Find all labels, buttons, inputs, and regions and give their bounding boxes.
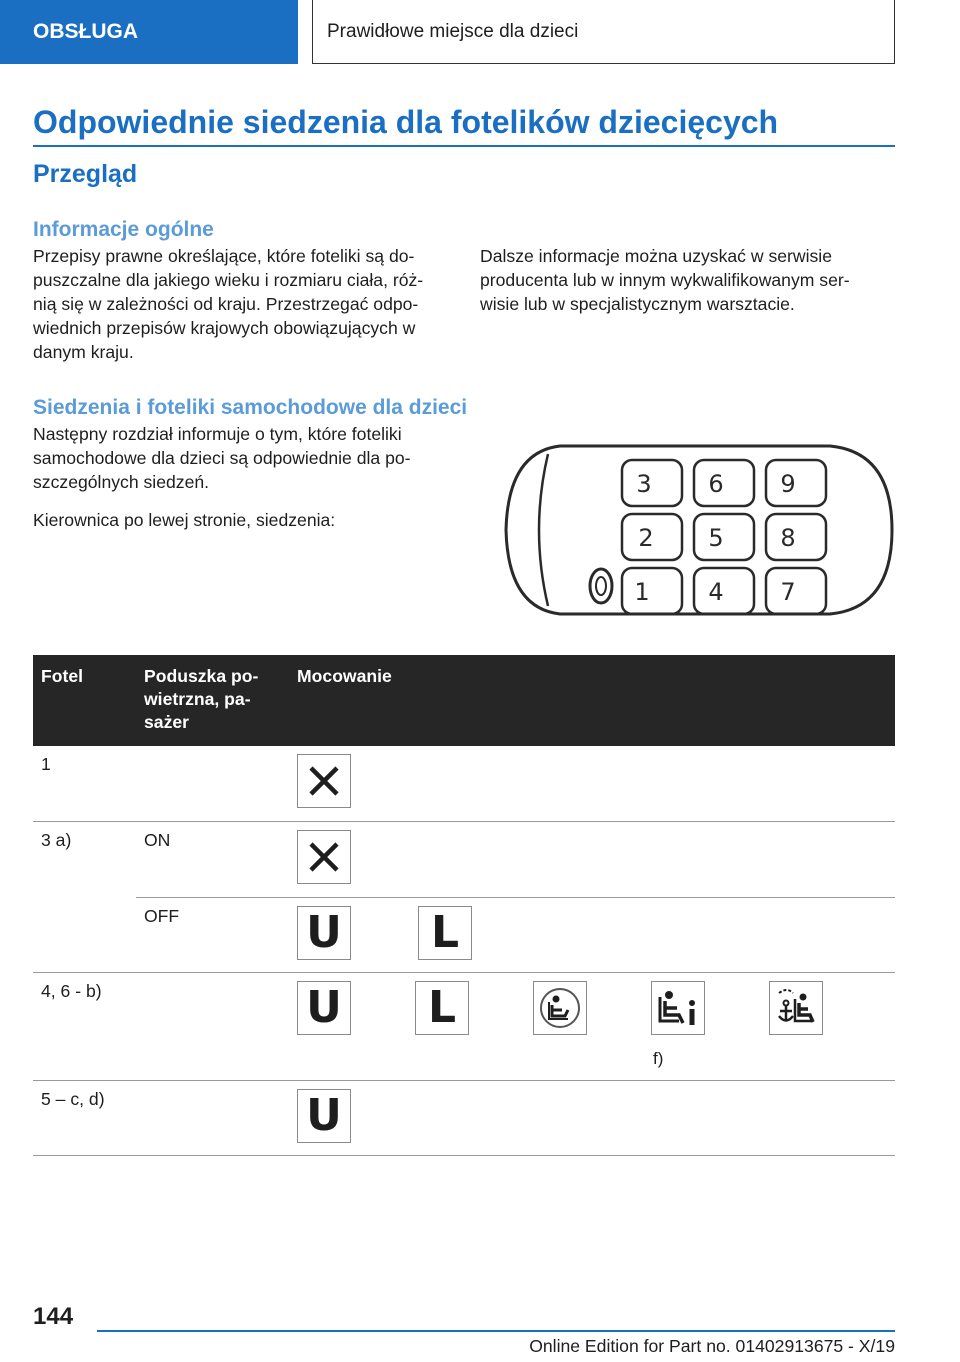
text-line: danym kraju. xyxy=(33,342,134,362)
universal-u-icon xyxy=(297,1089,351,1143)
icon-letter: U xyxy=(306,981,342,1033)
overview-heading: Przegląd xyxy=(33,160,138,188)
seat-box xyxy=(694,514,754,560)
section-label: OBSŁUGA xyxy=(33,20,138,43)
universal-u-icon xyxy=(297,906,351,960)
universal-u-icon xyxy=(297,981,351,1035)
footnote-marker: f) xyxy=(653,1048,664,1068)
mounting-cell xyxy=(289,821,895,897)
text-line: szczególnych siedzeń. xyxy=(33,472,210,492)
text-line: samochodowe dla dzieci są odpowiednie dla po- xyxy=(33,448,411,468)
col-header-seat: Fotel xyxy=(33,655,136,746)
seat-layout-diagram xyxy=(500,440,895,620)
seat-cell: 4, 6 - b) xyxy=(33,972,136,1080)
table-row xyxy=(33,1080,895,1155)
seat-box xyxy=(766,514,826,560)
seat-cell: 3 a) xyxy=(41,829,72,850)
col-header-mounting: Mocowanie xyxy=(289,655,895,746)
semi-universal-l-icon xyxy=(418,906,472,960)
airbag-cell xyxy=(136,1080,289,1155)
seat-number: 1 xyxy=(634,578,650,606)
page-number: 144 xyxy=(33,1303,74,1330)
semi-universal-l-icon xyxy=(415,981,469,1035)
isofix-seat-icon xyxy=(533,981,587,1035)
airbag-cell xyxy=(136,746,289,821)
page-title: Odpowiednie siedzenia dla fotelików dziecięcych xyxy=(33,104,779,140)
seat-number: 4 xyxy=(708,578,724,606)
table-row xyxy=(33,897,895,972)
table-row xyxy=(33,821,895,897)
text-line: Następny rozdział informuje o tym, które foteliki xyxy=(33,424,402,444)
seat-cell xyxy=(33,897,136,972)
airbag-cell xyxy=(136,972,289,1080)
table-row xyxy=(33,972,895,1080)
footer-edition: Online Edition for Part no. 01402913675 - X/19 xyxy=(529,1336,895,1356)
text-line: wiednich przepisów krajowych obowiązujących w xyxy=(33,318,416,338)
seat-number: 3 xyxy=(636,470,652,498)
title-divider xyxy=(33,145,895,147)
general-heading: Informacje ogólne xyxy=(33,218,214,241)
icon-letter: U xyxy=(306,906,342,958)
airbag-cell: OFF xyxy=(136,897,289,972)
mounting-cell xyxy=(289,1080,895,1155)
general-left-text xyxy=(33,244,453,364)
seat-cell: 5 – c, d) xyxy=(33,1080,136,1155)
chapter-header xyxy=(312,0,895,64)
text-line: Dalsze informacje można uzyskać w serwisie xyxy=(480,246,832,266)
mounting-cell xyxy=(289,897,895,972)
seat-box xyxy=(766,568,826,614)
seat-number: 5 xyxy=(708,524,724,552)
child-seat-table xyxy=(33,655,895,1156)
table-header-row xyxy=(33,655,895,746)
seats-text xyxy=(33,422,453,494)
icon-letter: L xyxy=(427,981,457,1033)
table-row xyxy=(33,746,895,821)
seat-box xyxy=(622,460,682,506)
steering-wheel-icon xyxy=(590,569,612,603)
text-line: nią się w zależności od kraju. Przestrzegać odpo- xyxy=(33,294,419,314)
text-line: producenta lub w innym wykwalifikowanym ser- xyxy=(480,270,850,290)
seats-heading: Siedzenia i foteliki samochodowe dla dzieci xyxy=(33,396,468,419)
seat-number: 8 xyxy=(780,524,796,552)
seat-box xyxy=(694,460,754,506)
footer-divider xyxy=(97,1330,895,1332)
text-line: wisie lub w specjalistycznym warsztacie. xyxy=(480,294,795,314)
text-line: Przepisy prawne określające, które foteliki są do- xyxy=(33,246,415,266)
airbag-cell: ON xyxy=(136,821,289,897)
cross-icon xyxy=(297,754,351,808)
seat-box xyxy=(766,460,826,506)
icon-letter: L xyxy=(430,906,460,958)
chapter-label: Prawidłowe miejsce dla dzieci xyxy=(327,20,579,42)
col-header-airbag: Poduszka po- wietrzna, pa- sażer xyxy=(136,655,289,746)
seat-number: 9 xyxy=(780,470,796,498)
anchor-seat-icon xyxy=(769,981,823,1035)
section-tab xyxy=(0,0,298,64)
text-line: puszczalne dla jakiego wieku i rozmiaru ciała, róż- xyxy=(33,270,424,290)
seats-note: Kierownica po lewej stronie, siedzenia: xyxy=(33,510,336,530)
general-right-text xyxy=(480,244,895,316)
seat-box xyxy=(622,568,682,614)
seat-number: 6 xyxy=(708,470,724,498)
i-size-seat-icon xyxy=(651,981,705,1035)
icon-letter: U xyxy=(306,1089,342,1141)
mounting-cell xyxy=(289,972,895,1080)
seat-box xyxy=(694,568,754,614)
mounting-cell xyxy=(289,746,895,821)
cross-icon xyxy=(297,830,351,884)
seat-number: 7 xyxy=(780,578,796,606)
seat-number: 2 xyxy=(638,524,654,552)
seat-cell: 1 xyxy=(33,746,136,821)
